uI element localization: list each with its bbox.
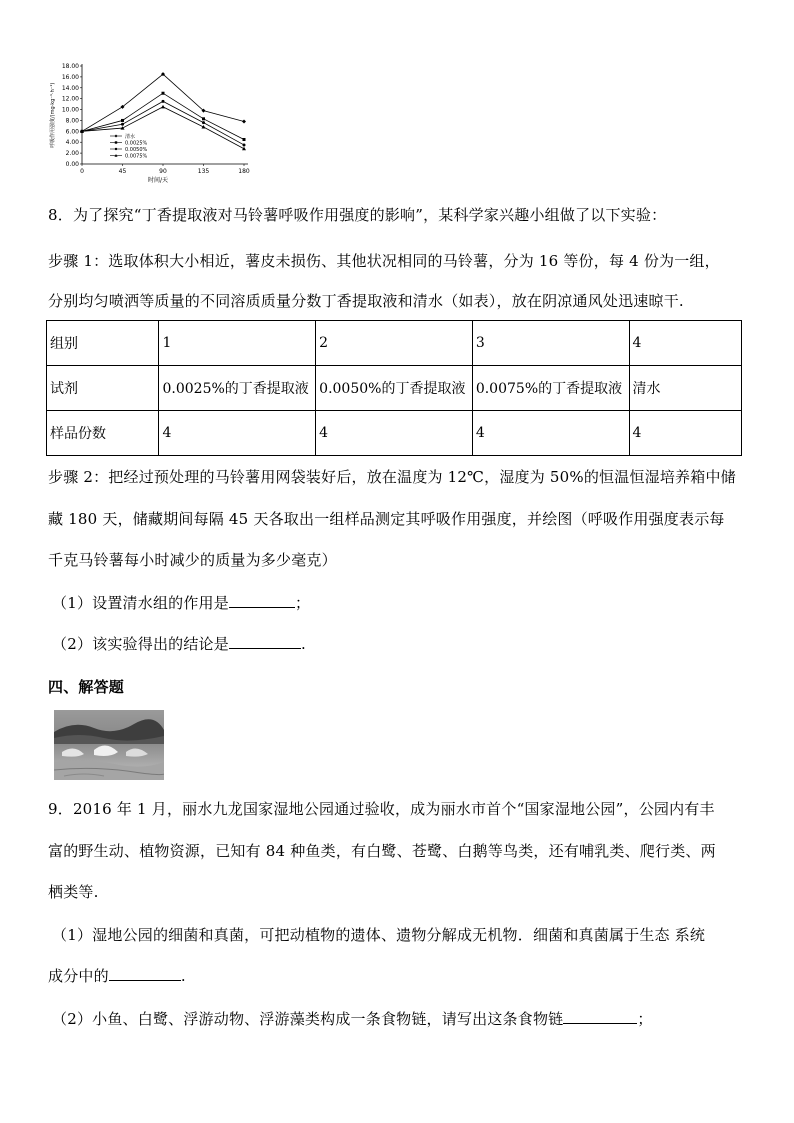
- chart-y-ticks: [62, 63, 82, 168]
- q9-intro-line3: 栖类等.: [48, 883, 99, 901]
- y-tick-label: 0.00: [65, 161, 79, 168]
- q9-sub1-line1: （1）湿地公园的细菌和真菌，可把动植物的遗体、遗物分解成无机物．细菌和真菌属于生态 系统: [52, 926, 706, 944]
- data-point: [242, 120, 246, 124]
- table-cell: 样品份数: [47, 411, 159, 456]
- q9-subquestion-2: [52, 1008, 653, 1029]
- chart-y-axis-label: 呼吸作用强度/(mg·kg⁻¹·h⁻¹): [50, 82, 56, 148]
- y-tick-label: 2.00: [65, 150, 79, 158]
- table-cell: 4: [472, 411, 629, 456]
- table-cell: 0.0075%的丁香提取液: [472, 366, 629, 411]
- q9-sub1-end: .: [180, 967, 186, 985]
- q8-sub1-text: （1）设置清水组的作用是: [52, 594, 229, 612]
- chart-series: [80, 72, 246, 150]
- table-cell: 4: [629, 411, 742, 456]
- q8-intro: 8．为了探究“丁香提取液对马铃薯呼吸作用强度的影响”，某科学家兴趣小组做了以下实验：: [48, 206, 667, 224]
- table-cell: 清水: [629, 366, 742, 411]
- data-point: [242, 147, 246, 151]
- data-point: [243, 143, 246, 146]
- table-cell: 试剂: [47, 366, 159, 411]
- q9-sub1-text: 成分中的: [48, 967, 109, 985]
- table-cell: 0.0025%的丁香提取液: [159, 366, 316, 411]
- q8-step2-line1: 步骤 2：把经过预处理的马铃薯用网袋装好后，放在温度为 12℃，湿度为 50%的恒温恒湿培养箱中储: [48, 468, 736, 486]
- table-cell: 4: [629, 321, 742, 366]
- data-point: [162, 100, 165, 103]
- data-point: [243, 138, 246, 141]
- x-tick-label: 90: [159, 168, 167, 175]
- table-cell: 组别: [47, 321, 159, 366]
- answer-blank[interactable]: [109, 966, 181, 981]
- table-cell: 4: [316, 411, 473, 456]
- data-point: [121, 119, 124, 122]
- q8-step1-line1: 步骤 1：选取体积大小相近，薯皮未损伤、其他状况相同的马铃薯，分为 16 等份，每 4 份为一组，: [48, 252, 720, 270]
- q8-step1-line2: 分别均匀喷洒等质量的不同溶质质量分数丁香提取液和清水（如表），放在阴凉通风处迅速晾干.: [48, 292, 684, 310]
- q8-sub1-end: ；: [294, 594, 311, 612]
- y-tick-label: 8.00: [65, 117, 79, 125]
- q9-sub2-end: ；: [637, 1010, 653, 1028]
- q8-subquestion-2: [52, 633, 306, 654]
- answer-blank[interactable]: [229, 593, 295, 608]
- data-point: [121, 123, 124, 126]
- answer-blank[interactable]: [229, 634, 301, 649]
- chart-axes: [82, 64, 248, 164]
- table-cell: 0.0050%的丁香提取液: [316, 366, 473, 411]
- q8-sub2-text: （2）该实验得出的结论是: [52, 635, 229, 653]
- table-cell: 2: [316, 321, 473, 366]
- series-line: [82, 107, 244, 149]
- answer-blank[interactable]: [563, 1009, 637, 1024]
- chart-x-ticks: [80, 164, 250, 175]
- x-tick-label: 135: [197, 168, 210, 175]
- y-tick-label: 16.00: [61, 73, 79, 81]
- q8-step2-line2: 藏 180 天，储藏期间每隔 45 天各取出一组样品测定其呼吸作用强度，并绘图（呼吸作用强度表示每: [48, 510, 725, 528]
- q9-sub2-text: （2）小鱼、白鹭、浮游动物、浮游藻类构成一条食物链，请写出这条食物链: [52, 1010, 564, 1028]
- y-tick-label: 18.00: [61, 63, 79, 70]
- q8-step2-line3: 千克马铃薯每小时减少的质量为多少毫克）: [48, 551, 337, 569]
- q9-intro-line2: 富的野生动、植物资源，已知有 84 种鱼类，有白鹭、苍鹭、白鹅等鸟类，还有哺乳类、爬行类、两: [48, 842, 716, 860]
- legend-label: 0.0075%: [125, 153, 148, 160]
- x-tick-label: 180: [238, 168, 250, 175]
- q9-sub1-line2: [48, 965, 186, 986]
- legend-label: 清水: [125, 134, 136, 140]
- wetland-photo: [54, 710, 164, 780]
- legend-label: 0.0050%: [125, 147, 148, 153]
- section-heading: 四、解答题: [48, 678, 125, 696]
- y-tick-label: 12.00: [61, 95, 79, 103]
- table-cell: 1: [159, 321, 316, 366]
- x-tick-label: 45: [118, 168, 127, 175]
- table-row: [47, 366, 742, 411]
- chart-legend: [110, 133, 147, 160]
- data-point: [162, 92, 165, 95]
- reagent-table: [46, 320, 742, 456]
- legend-marker: [115, 141, 117, 143]
- y-tick-label: 10.00: [61, 106, 79, 114]
- table-cell: 3: [472, 321, 629, 366]
- y-tick-label: 4.00: [65, 139, 79, 147]
- data-point: [202, 117, 205, 120]
- chart-x-axis-label: 时间/天: [148, 177, 169, 184]
- q9-intro-line1: 9．2016 年 1 月，丽水九龙国家湿地公园通过验收，成为丽水市首个“国家湿地公园”，公园内有丰: [48, 800, 715, 818]
- legend-label: 0.0025%: [125, 140, 148, 147]
- q8-sub2-end: .: [300, 635, 306, 653]
- data-point: [202, 121, 205, 124]
- table-row: [47, 321, 742, 366]
- legend-marker: [115, 148, 117, 150]
- x-tick-label: 0: [80, 168, 84, 175]
- y-tick-label: 14.00: [61, 84, 79, 92]
- y-tick-label: 6.00: [65, 128, 79, 136]
- respiration-line-chart: [46, 58, 266, 188]
- data-point: [161, 105, 165, 109]
- table-row: [47, 411, 742, 456]
- table-cell: 4: [159, 411, 316, 456]
- q8-subquestion-1: [52, 592, 310, 613]
- legend-marker: [115, 135, 118, 138]
